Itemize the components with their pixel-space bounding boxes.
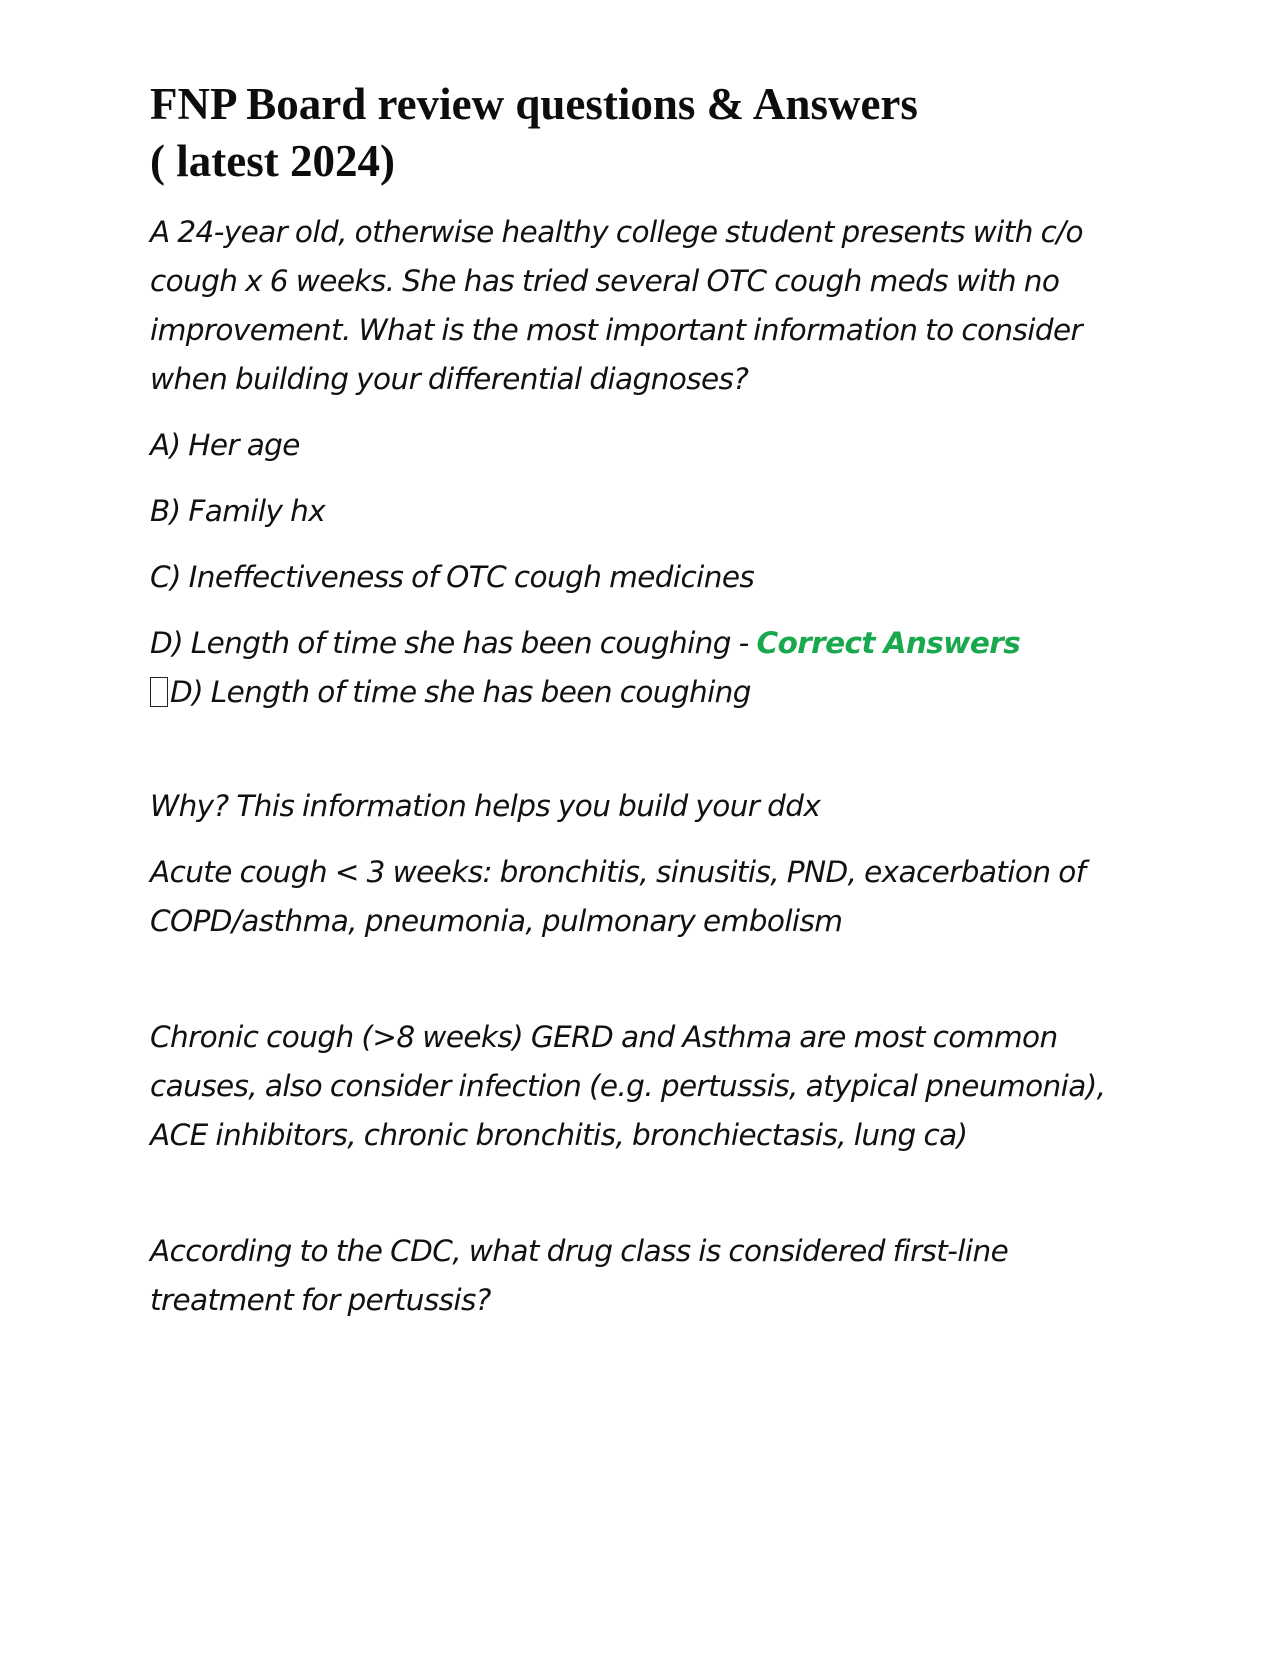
document-page xyxy=(150,76,1130,1342)
question-2-stem: According to the CDC, what drug class is considered first-line treatment for pertussis? xyxy=(150,1234,1009,1317)
question-1-option-c: C) Ineffectiveness of OTC cough medicines xyxy=(150,560,755,594)
correct-answers-label: Correct Answers xyxy=(756,626,1021,660)
title-line-1: FNP Board review questions & Answers xyxy=(150,79,918,129)
blank-line xyxy=(150,1177,1130,1227)
question-1-option-a: A) Her age xyxy=(150,428,300,462)
question-1-option-b: B) Family hx xyxy=(150,494,326,528)
blank-line xyxy=(150,734,1130,782)
blank-line xyxy=(150,963,1130,1013)
missing-glyph-box-icon xyxy=(150,677,168,707)
question-1-option-d-block xyxy=(150,619,1130,717)
question-1-option-d: D) Length of time she has been coughing - xyxy=(150,626,757,660)
question-1-answer: D) Length of time she has been coughing xyxy=(170,675,751,709)
page-title xyxy=(150,76,1130,190)
rationale-acute-cough: Acute cough < 3 weeks: bronchitis, sinusitis, PND, exacerbation of COPD/asthma, pneumonia, pulmonary embolism xyxy=(150,855,1086,938)
rationale-why: Why? This information helps you build your ddx xyxy=(150,789,821,823)
question-1-stem: A 24-year old, otherwise healthy college student presents with c/o cough x 6 weeks. She has tried several OTC cough meds with no improvement. What is the most important information to consider when building your differential diagnoses? xyxy=(150,215,1083,396)
title-line-2: ( latest 2024) xyxy=(150,136,395,186)
rationale-chronic-cough: Chronic cough (>8 weeks) GERD and Asthma are most common causes, also consider infection (e.g. pertussis, atypical pneumonia), ACE inhibitors, chronic bronchitis, bronchiectasis, lung ca) xyxy=(150,1020,1106,1152)
